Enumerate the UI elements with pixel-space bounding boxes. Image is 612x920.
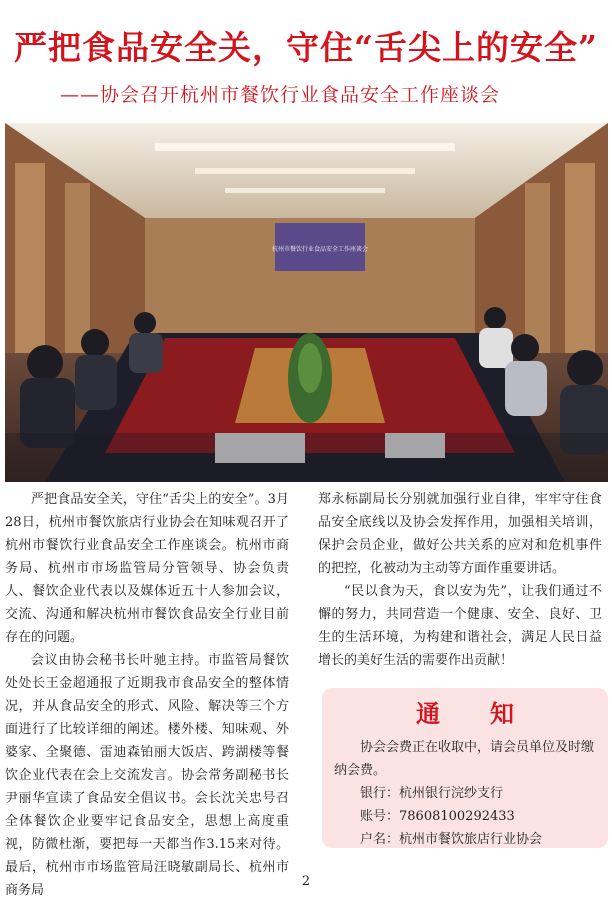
article-paragraph: 严把食品安全关，守住“舌尖上的安全”。3月28日，杭州市餐饮旅店行业协会在知味观召开了杭州市餐饮行业食品安全工作座谈会。杭州市商务局、杭州市市场监管局分管领导、协会负责人、餐饮企业代表以及媒体近五十人参加会议，交流、沟通和解决杭州市餐饮食品安全行业目前存在的问题。 [5,492,289,645]
page-title: 严把食品安全关，守住“舌尖上的安全” [14,28,598,67]
notice-account-name: 户名：杭州市餐饮旅店行业协会 [360,832,543,847]
article-column-right [318,488,602,672]
article-paragraph: “民以食为天，食以安为先”，让我们通过不懈的努力，共同营造一个健康、安全、良好、卫生的生活环境，为构建和谐社会，满足人民日益增长的美好生活的需要作出贡献！ [318,584,602,668]
notice-title: 通知 [416,699,564,728]
notice-text: 协会会费正在收取中，请会员单位及时缴纳会费。 [334,740,595,778]
article-column-left [5,488,289,902]
meeting-photo [5,123,608,482]
screen-text: 杭州市餐饮行业食品安全工作座谈会 [271,246,369,253]
page-subtitle: ——协会召开杭州市餐饮行业食品安全工作座谈会 [60,84,501,106]
notice-box [322,688,608,848]
article-paragraph: 会议由协会秘书长叶驰主持。市监管局餐饮处处长王金超通报了近期我市食品安全的整体情况，并从食品安全的形式、风险、解决等三个方面进行了比较详细的阐述。楼外楼、知味观、外婆家、全聚德、雷迪森铂丽大饭店、跨湖楼等餐饮企业代表在会上交流发言。协会常务副秘书长尹丽华宣读了食品安全倡议书。会长沈关忠号召全体餐饮企业要牢记食品安全，思想上高度重视，防微杜渐，要把每一天都当作3.15来对待。最后，杭州市市场监管局汪晓敏副局长、杭州市商务局 [5,653,289,898]
notice-account: 账号：78608100292433 [360,809,515,824]
notice-body [334,736,598,851]
notice-bank: 银行：杭州银行浣纱支行 [360,786,504,801]
page-number: 2 [301,874,311,889]
article-paragraph: 郑永标副局长分别就加强行业自律，牢牢守住食品安全底线以及协会发挥作用，加强相关培训，保护会员企业，做好公共关系的应对和危机事件的把控，化被动为主动等方面作重要讲话。 [318,492,602,576]
